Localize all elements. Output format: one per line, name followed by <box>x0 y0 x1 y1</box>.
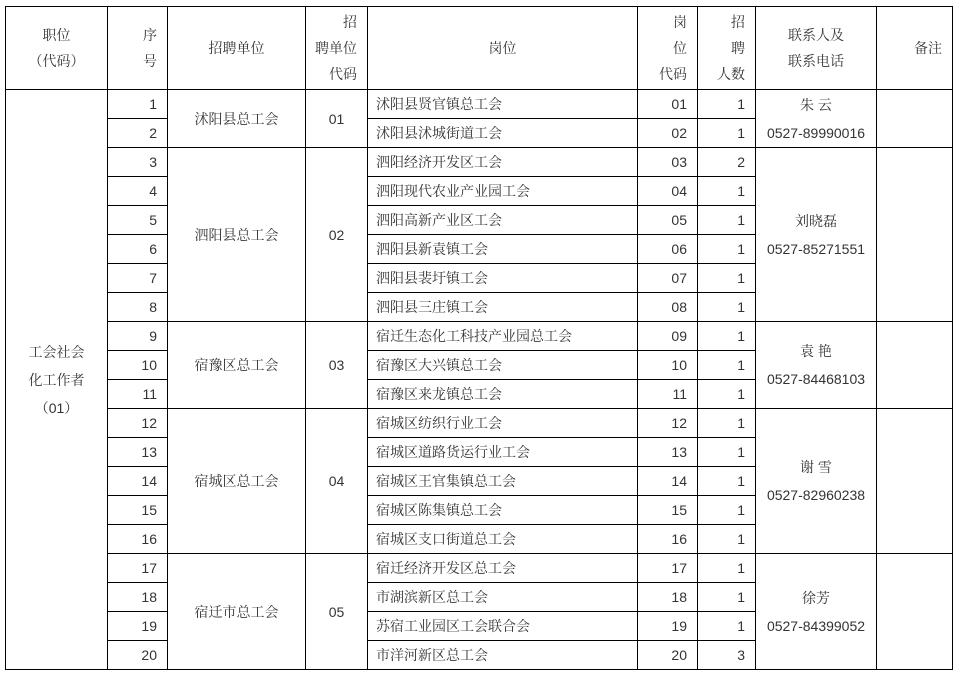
recruitment-table-sheet <box>5 6 953 670</box>
post-cell: 泗阳高新产业区工会 <box>368 206 638 235</box>
post-cell: 市湖滨新区总工会 <box>368 583 638 612</box>
post-cell: 宿豫区大兴镇总工会 <box>368 351 638 380</box>
post-cell: 沭阳县沭城街道工会 <box>368 119 638 148</box>
unit-name-cell: 泗阳县总工会 <box>168 148 306 322</box>
post-cell: 苏宿工业园区工会联合会 <box>368 612 638 641</box>
seq-cell: 1 <box>108 90 168 119</box>
count-cell: 1 <box>698 206 756 235</box>
count-cell: 1 <box>698 496 756 525</box>
seq-cell: 4 <box>108 177 168 206</box>
remark-cell <box>877 322 953 409</box>
table-row <box>6 409 953 438</box>
header-row <box>6 7 953 90</box>
post-code-cell: 20 <box>638 641 698 670</box>
post-code-cell: 07 <box>638 264 698 293</box>
unit-name-cell: 宿豫区总工会 <box>168 322 306 409</box>
post-code-cell: 05 <box>638 206 698 235</box>
seq-cell: 12 <box>108 409 168 438</box>
contact-cell: 朱 云 0527-89990016 <box>756 90 877 148</box>
post-cell: 宿迁经济开发区总工会 <box>368 554 638 583</box>
table-row <box>6 322 953 351</box>
header-unit-code: 招 聘单位 代码 <box>306 7 368 90</box>
header-remark: 备注 <box>877 7 953 90</box>
unit-name-cell: 宿迁市总工会 <box>168 554 306 670</box>
post-cell: 宿城区纺织行业工会 <box>368 409 638 438</box>
count-cell: 1 <box>698 612 756 641</box>
count-cell: 1 <box>698 119 756 148</box>
table-row <box>6 554 953 583</box>
seq-cell: 13 <box>108 438 168 467</box>
unit-code-cell: 02 <box>306 148 368 322</box>
post-code-cell: 18 <box>638 583 698 612</box>
contact-cell: 徐芳 0527-84399052 <box>756 554 877 670</box>
post-cell: 泗阳县新袁镇工会 <box>368 235 638 264</box>
count-cell: 1 <box>698 90 756 119</box>
post-cell: 市洋河新区总工会 <box>368 641 638 670</box>
post-code-cell: 06 <box>638 235 698 264</box>
seq-cell: 8 <box>108 293 168 322</box>
contact-cell: 袁 艳 0527-84468103 <box>756 322 877 409</box>
seq-cell: 14 <box>108 467 168 496</box>
count-cell: 1 <box>698 525 756 554</box>
post-cell: 宿城区王官集镇总工会 <box>368 467 638 496</box>
count-cell: 1 <box>698 409 756 438</box>
unit-code-cell: 04 <box>306 409 368 554</box>
unit-name-cell: 沭阳县总工会 <box>168 90 306 148</box>
post-code-cell: 14 <box>638 467 698 496</box>
remark-cell <box>877 409 953 554</box>
post-cell: 泗阳县裴圩镇工会 <box>368 264 638 293</box>
post-code-cell: 02 <box>638 119 698 148</box>
contact-cell: 刘晓磊 0527-85271551 <box>756 148 877 322</box>
post-code-cell: 04 <box>638 177 698 206</box>
post-cell: 沭阳县贤官镇总工会 <box>368 90 638 119</box>
header-count: 招 聘 人数 <box>698 7 756 90</box>
seq-cell: 11 <box>108 380 168 409</box>
post-code-cell: 11 <box>638 380 698 409</box>
unit-code-cell: 01 <box>306 90 368 148</box>
post-cell: 宿迁生态化工科技产业园总工会 <box>368 322 638 351</box>
post-code-cell: 03 <box>638 148 698 177</box>
post-code-cell: 10 <box>638 351 698 380</box>
post-code-cell: 17 <box>638 554 698 583</box>
seq-cell: 18 <box>108 583 168 612</box>
count-cell: 1 <box>698 351 756 380</box>
table-row <box>6 90 953 119</box>
count-cell: 1 <box>698 322 756 351</box>
seq-cell: 15 <box>108 496 168 525</box>
header-seq: 序 号 <box>108 7 168 90</box>
count-cell: 1 <box>698 293 756 322</box>
count-cell: 1 <box>698 235 756 264</box>
seq-cell: 5 <box>108 206 168 235</box>
post-cell: 宿城区陈集镇总工会 <box>368 496 638 525</box>
seq-cell: 19 <box>108 612 168 641</box>
post-code-cell: 12 <box>638 409 698 438</box>
seq-cell: 9 <box>108 322 168 351</box>
remark-cell <box>877 90 953 148</box>
count-cell: 3 <box>698 641 756 670</box>
count-cell: 1 <box>698 177 756 206</box>
count-cell: 1 <box>698 380 756 409</box>
count-cell: 1 <box>698 438 756 467</box>
seq-cell: 3 <box>108 148 168 177</box>
post-code-cell: 13 <box>638 438 698 467</box>
header-contact: 联系人及 联系电话 <box>756 7 877 90</box>
remark-cell <box>877 554 953 670</box>
seq-cell: 7 <box>108 264 168 293</box>
count-cell: 1 <box>698 583 756 612</box>
post-cell: 宿豫区来龙镇总工会 <box>368 380 638 409</box>
post-code-cell: 01 <box>638 90 698 119</box>
seq-cell: 20 <box>108 641 168 670</box>
post-cell: 泗阳县三庄镇工会 <box>368 293 638 322</box>
post-code-cell: 08 <box>638 293 698 322</box>
position-cell: 工会社会 化工作者 （01） <box>6 90 108 670</box>
count-cell: 1 <box>698 264 756 293</box>
count-cell: 1 <box>698 554 756 583</box>
table-row <box>6 148 953 177</box>
seq-cell: 16 <box>108 525 168 554</box>
seq-cell: 6 <box>108 235 168 264</box>
count-cell: 1 <box>698 467 756 496</box>
unit-name-cell: 宿城区总工会 <box>168 409 306 554</box>
post-cell: 宿城区道路货运行业工会 <box>368 438 638 467</box>
post-cell: 宿城区支口街道总工会 <box>368 525 638 554</box>
seq-cell: 10 <box>108 351 168 380</box>
header-post: 岗位 <box>368 7 638 90</box>
post-cell: 泗阳现代农业产业园工会 <box>368 177 638 206</box>
post-code-cell: 19 <box>638 612 698 641</box>
remark-cell <box>877 148 953 322</box>
header-unit: 招聘单位 <box>168 7 306 90</box>
seq-cell: 2 <box>108 119 168 148</box>
header-post-code: 岗 位 代码 <box>638 7 698 90</box>
unit-code-cell: 05 <box>306 554 368 670</box>
recruitment-table <box>5 6 953 670</box>
count-cell: 2 <box>698 148 756 177</box>
post-code-cell: 15 <box>638 496 698 525</box>
unit-code-cell: 03 <box>306 322 368 409</box>
header-position: 职位 （代码） <box>6 7 108 90</box>
seq-cell: 17 <box>108 554 168 583</box>
post-code-cell: 09 <box>638 322 698 351</box>
contact-cell: 谢 雪 0527-82960238 <box>756 409 877 554</box>
post-cell: 泗阳经济开发区工会 <box>368 148 638 177</box>
post-code-cell: 16 <box>638 525 698 554</box>
